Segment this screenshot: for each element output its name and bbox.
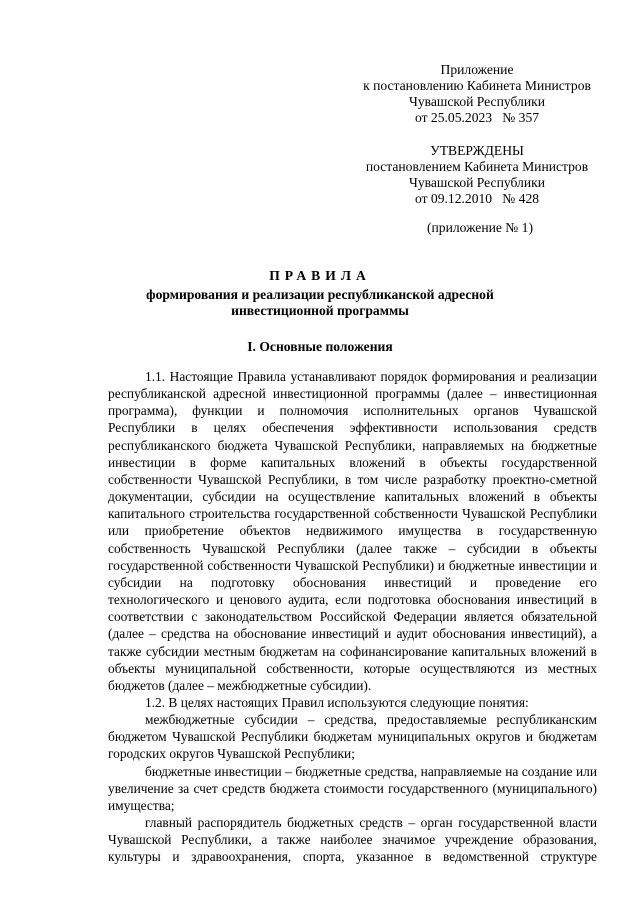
document-title: ПРАВИЛА [269, 268, 371, 283]
approval-line: постановлением Кабинета Министров [365, 159, 589, 174]
subtitle-line: инвестиционной программы [231, 303, 409, 318]
paragraph: 1.2. В целях настоящих Правил используются следующие понятия: [145, 694, 529, 710]
appendix-date-number: от 25.05.2023 № 357 [414, 110, 540, 125]
body-text [108, 368, 597, 866]
approval-line: Чувашской Республики [409, 175, 545, 190]
paragraph: главный распорядитель бюджетных средств – орган государственной власти Чувашской Республики, а также наиболее значимое учреждение образования, культуры и здравоохранения, спорта, указанное в ведомственной структуре [108, 815, 597, 865]
annex-note: (приложение № 1) [426, 220, 534, 235]
paragraph: межбюджетные субсидии – средства, предоставляемые республиканским бюджетом Чувашской Республики бюджетам муниципальных округов и бюджетам городских округов Чувашской Республики; [108, 712, 597, 762]
appendix-line: Приложение [440, 62, 514, 77]
subtitle-line: формирования и реализации республиканской адресной [146, 287, 494, 302]
approval-date-number: от 09.12.2010 № 428 [414, 191, 540, 206]
appendix-line: Чувашской Республики [409, 94, 545, 109]
paragraph: бюджетные инвестиции – бюджетные средства, направляемые на создание или увеличение за счет средств бюджета стоимости государственного (муниципального) имущества; [108, 763, 597, 813]
paragraph: 1.1. Настоящие Правила устанавливают порядок формирования и реализации республиканской адресной инвестиционной программы (далее – инвестиционная программа), функции и полномочия исполнительных органов Чувашской Республики в целях обеспечения эффективности использования средств республиканского бюджета Чувашской Республики, направляемых на бюджетные инвестиции в форме капитальных вложений в объекты государственной собственности Чувашской Республики, в том числе разработку проектно-сметной документации, субсидии на осуществление капитальных вложений в объекты капитального строительства государственной собственности Чувашской Республики или приобретение объектов недвижимого имущества в государственную собственность Чувашской Республики (далее также – субсидии в объекты государственной собственности Чувашской Республики) и бюджетные инвестиции и субсидии на подготовку обоснования инвестиций и проведение его технологического и ценового аудита, если подготовка обоснования инвестиций в соответствии с законодательством Российской Федерации является обязательной (далее – средства на обоснование инвестиций и аудит обоснования инвестиций), а также субсидии местным бюджетам на софинансирование капитальных вложений в объекты муниципальной собственности, которые осуществляются из местных бюджетов (далее – межбюджетные субсидии). [108, 369, 597, 693]
section-heading: I. Основные положения [247, 339, 393, 354]
appendix-line: к постановлению Кабинета Министров [363, 78, 591, 93]
approval-line: УТВЕРЖДЕНЫ [430, 143, 524, 158]
appendix-header [352, 62, 602, 126]
approval-stamp [352, 143, 602, 207]
document-subtitle [100, 287, 540, 319]
